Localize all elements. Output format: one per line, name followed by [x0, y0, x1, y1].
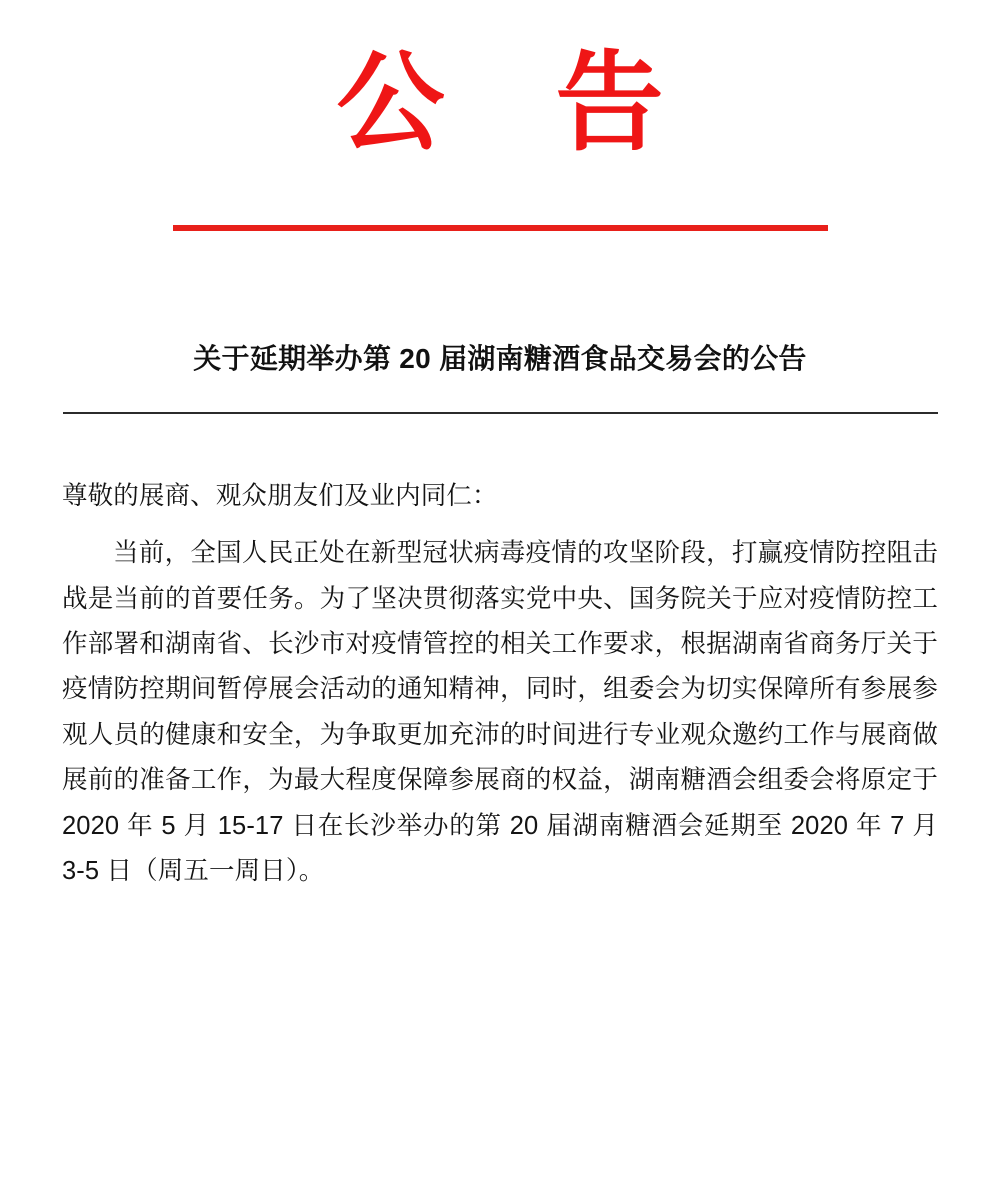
masthead-title: 公 告: [336, 41, 701, 166]
title-divider: [63, 412, 938, 414]
body-paragraph: 当前，全国人民正处在新型冠状病毒疫情的攻坚阶段，打赢疫情防控阻击战是当前的首要任务。为了坚决贯彻落实党中央、国务院关于应对疫情防控工作部署和湖南省、长沙市对疫情管控的相关工作要求，根据湖南省商务厅关于疫情防控期间暂停展会活动的通知精神，同时，组委会为切实保障所有参展参观人员的健康和安全，为争取更加充沛的时间进行专业观众邀约工作与展商做展前的准备工作，为最大程度保障参展商的权益，湖南糖酒会组委会将原定于 2020 年 5 月 15-17 日在长沙举办的第 20 届湖南糖酒会延期至 2020 年 7 月 3-5 日（周五一周日）。: [62, 539, 938, 885]
document-body: [0, 476, 1000, 894]
masthead: [0, 0, 1000, 231]
page-title: 关于延期举办第 20 届湖南糖酒食品交易会的公告: [193, 342, 807, 374]
title-block: [0, 341, 1000, 414]
salutation-text: 尊敬的展商、观众朋友们及业内同仁：: [62, 482, 498, 511]
masthead-divider: [173, 225, 828, 231]
